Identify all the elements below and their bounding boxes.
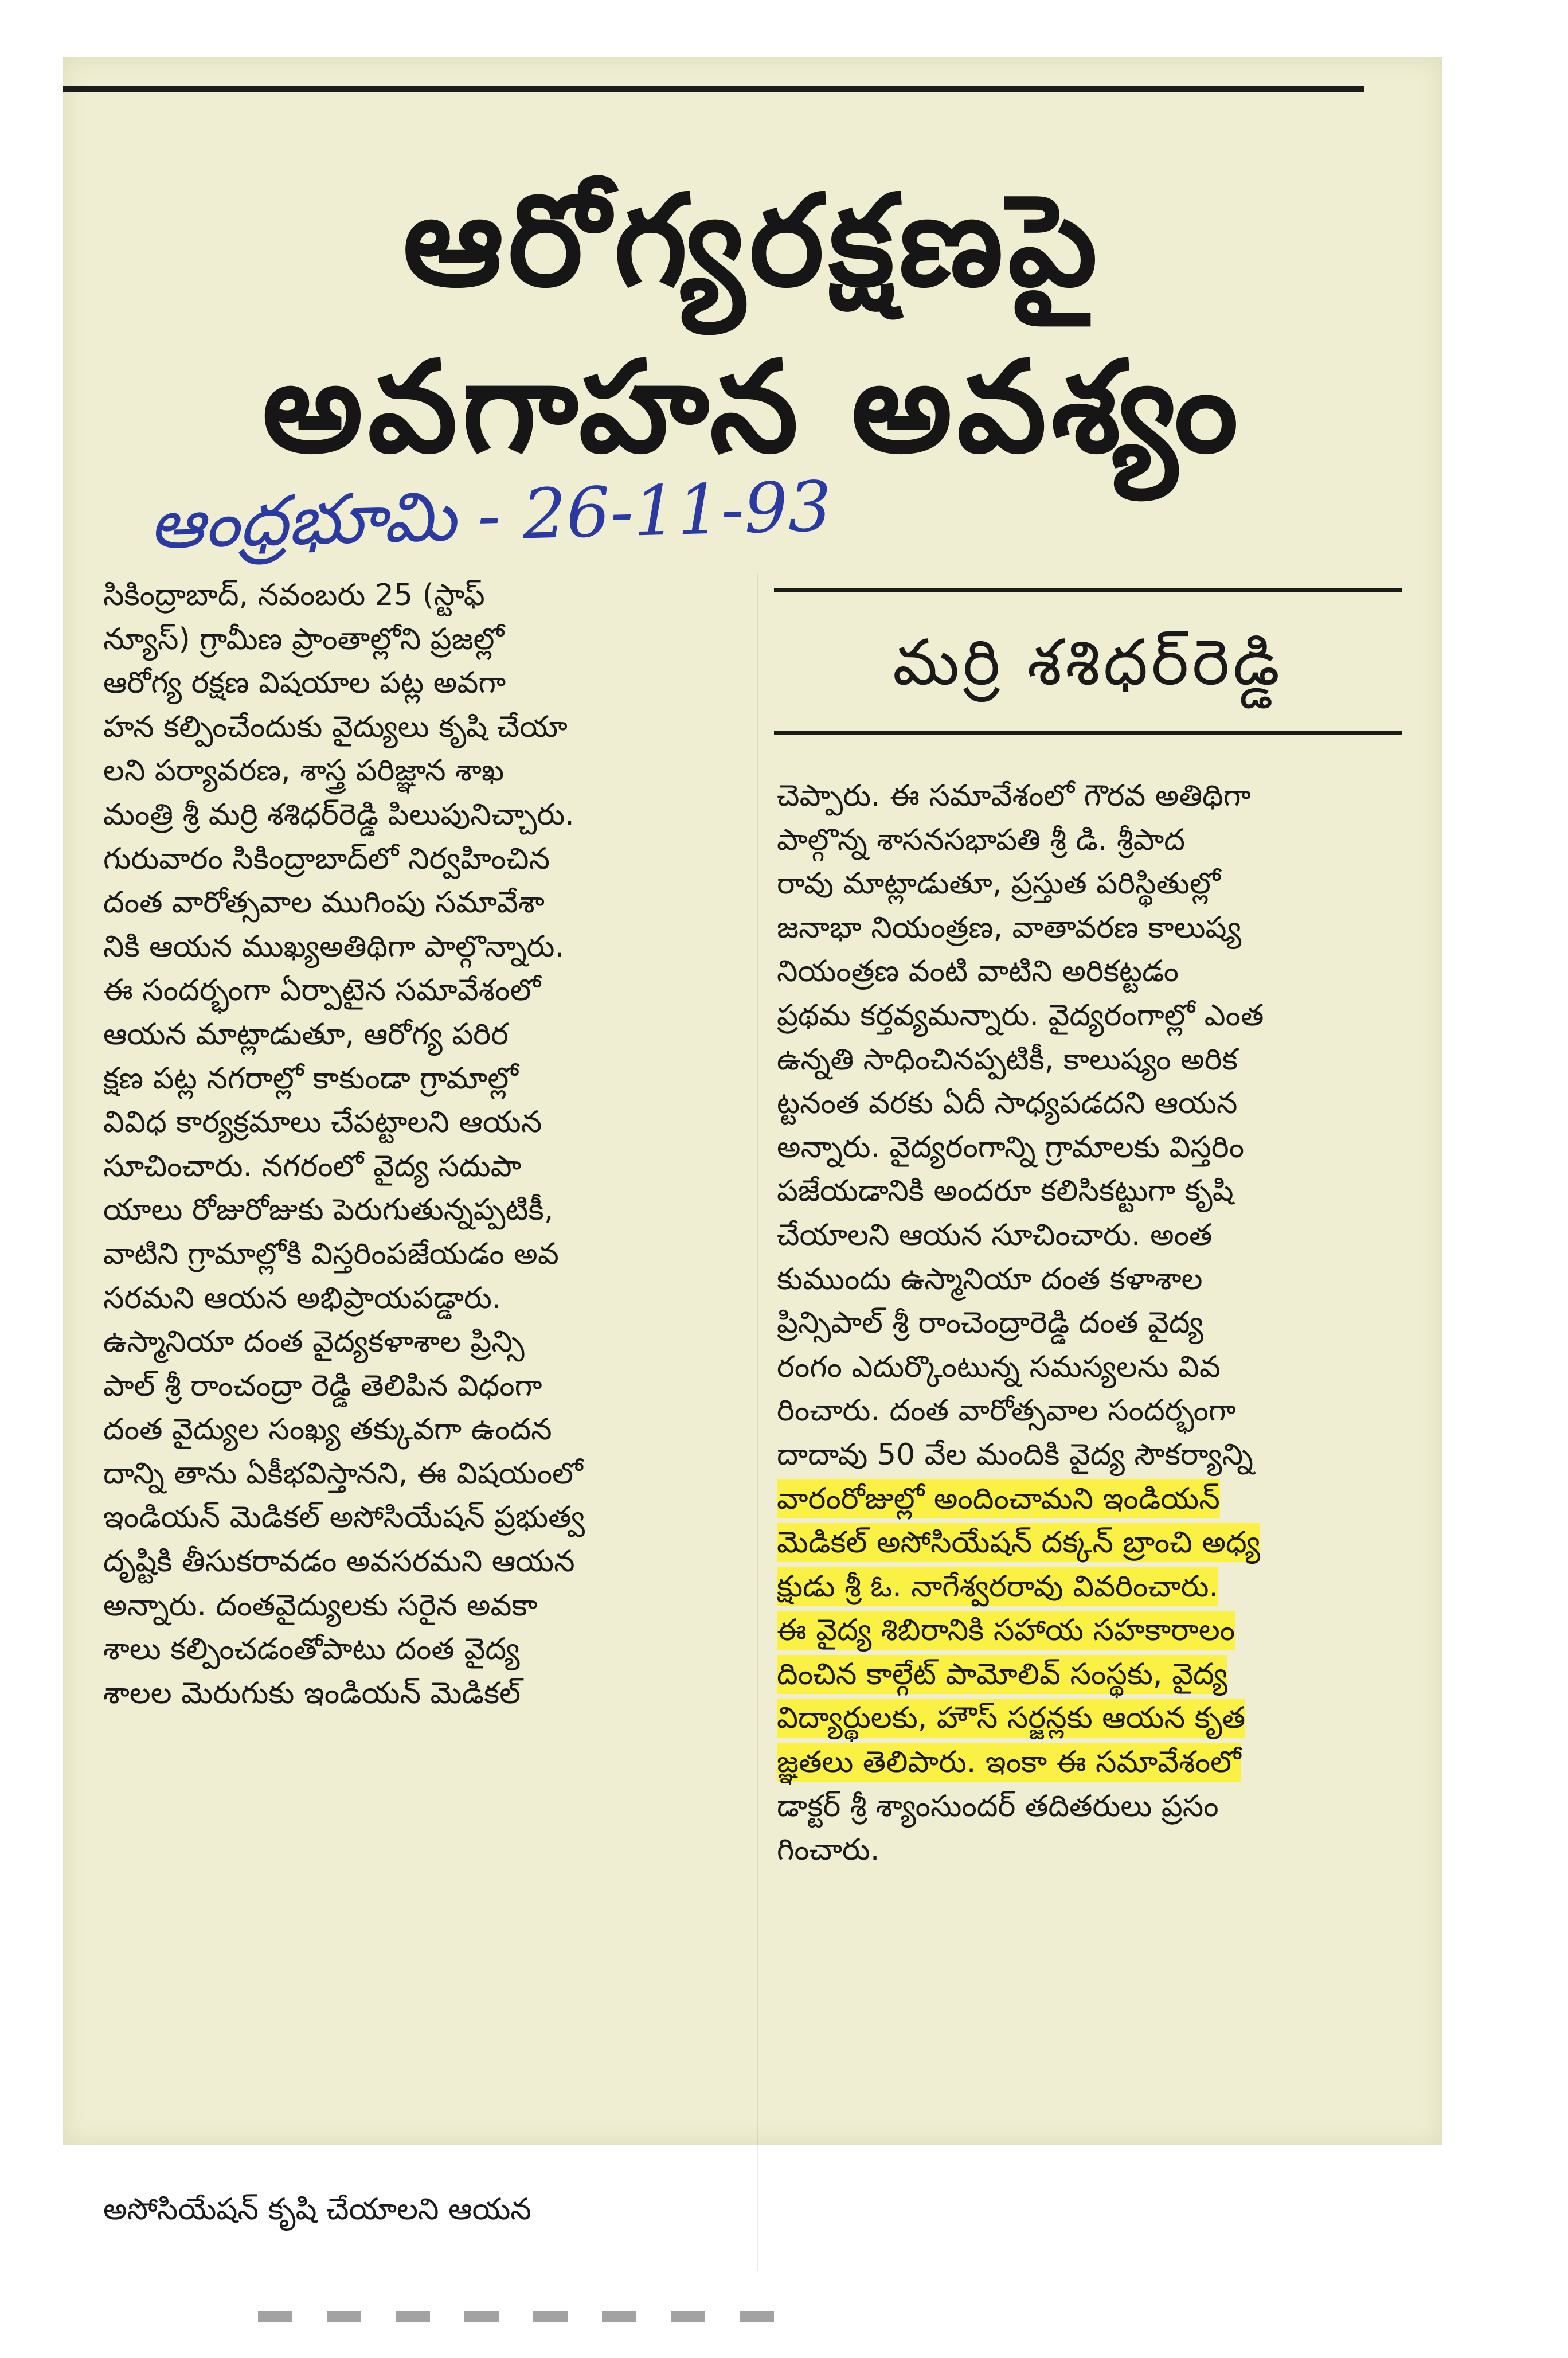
article-line <box>103 1452 780 1496</box>
article-line-text: గించారు. <box>777 1833 880 1868</box>
article-line-text: నియంత్రణ వంటి వాటిని అరికట్టడం <box>777 954 1179 989</box>
article-line <box>777 1696 1419 1740</box>
article-line <box>103 1496 780 1540</box>
article-line-text: పాల్గొన్న శాసనసభాపతి శ్రీ డి. శ్రీపాద <box>777 822 1185 857</box>
article-line <box>103 661 780 705</box>
article-line <box>777 1565 1419 1609</box>
article-left-column-tail <box>103 2188 780 2232</box>
article-line <box>103 1100 780 1145</box>
headline-line-2: అవగాహన అవశ్యం <box>262 334 1243 481</box>
article-line <box>777 1609 1419 1653</box>
article-line <box>103 881 780 925</box>
article-line-text: హన కల్పించేందుకు వైద్యులు కృషి చేయా <box>103 709 568 744</box>
article-line <box>103 1013 780 1057</box>
article-line-text: గురువారం సికింద్రాబాద్‌లో నిర్వహించిన <box>103 841 550 876</box>
article-line-text: అన్నారు. వైద్యరంగాన్ని గ్రామాలకు విస్తరిం <box>777 1130 1245 1165</box>
article-line <box>103 2188 780 2232</box>
article-line-text: న్యూస్) గ్రామీణ ప్రాంతాల్లోని ప్రజల్లో <box>103 622 505 657</box>
article-line-text: వారంరోజుల్లో అందించామని ఇండియన్ <box>777 1479 1220 1518</box>
article-line-text: వాటిని గ్రామాల్లోకి విస్తరింపజేయడం అవ <box>103 1236 559 1271</box>
article-line-text: చేయాలని ఆయన సూచించారు. అంత <box>777 1217 1213 1252</box>
article-line-text: అన్నారు. దంతవైద్యులకు సరైన అవకా <box>103 1588 538 1623</box>
article-line-text: పజేయడానికి అందరూ కలిసికట్టుగా కృషి <box>777 1174 1234 1209</box>
torn-text-remnant <box>258 2311 774 2322</box>
article-right-column <box>777 774 1419 1872</box>
article-line <box>777 1038 1419 1082</box>
article-line-text: మంత్రి శ్రీ మర్రి శశిధర్‌రెడ్డి పిలుపునిచ్చారు. <box>103 797 574 832</box>
article-line-text: రంగం ఎదుర్కొంటున్న సమస్యలను వివ <box>777 1349 1221 1384</box>
article-left-column <box>103 573 780 1715</box>
article-line <box>777 1521 1419 1565</box>
article-line <box>777 862 1419 906</box>
article-line <box>777 1301 1419 1345</box>
article-line-text: క్షుడు శ్రీ ఓ. నాగేశ్వరరావు వివరించారు. <box>777 1567 1218 1606</box>
byline-photo-caption: మర్రి శశిధర్‌రెడ్డి <box>892 626 1284 699</box>
article-line-text: శాలు కల్పించడంతోపాటు దంత వైద్య <box>103 1632 520 1667</box>
article-line <box>777 1828 1419 1872</box>
article-line <box>777 994 1419 1038</box>
article-line <box>103 705 780 749</box>
article-line <box>103 925 780 969</box>
article-line <box>103 1320 780 1364</box>
article-line-text: మెడికల్ అసోసియేషన్ దక్కన్ బ్రాంచి అధ్య <box>777 1523 1260 1562</box>
article-line-text: నికి ఆయన ముఖ్యఅతిథిగా పాల్గొన్నారు. <box>103 929 564 964</box>
article-line <box>777 1213 1419 1258</box>
article-line-text: సరమని ఆయన అభిప్రాయపడ్డారు. <box>103 1280 502 1315</box>
article-line <box>777 1433 1419 1477</box>
article-line-text: ట్టనంత వరకు ఏదీ సాధ్యపడదని ఆయన <box>777 1086 1238 1121</box>
article-line <box>103 573 780 618</box>
article-line-text: లని పర్యావరణ, శాస్త్ర పరిజ్ఞాన శాఖ <box>103 754 505 788</box>
article-line <box>777 1653 1419 1697</box>
article-line <box>103 1145 780 1189</box>
article-line-text: ఆరోగ్య రక్షణ విషయాల పట్ల అవగా <box>103 666 506 701</box>
article-line-text: ప్రిన్సిపాల్ శ్రీ రాంచెంద్రారెడ్డి దంత వైద్య <box>777 1306 1203 1341</box>
article-line <box>777 906 1419 950</box>
article-line-text: రావు మాట్లాడుతూ, ప్రస్తుత పరిస్థితుల్లో <box>777 866 1221 901</box>
article-line <box>777 774 1419 818</box>
article-line <box>103 1627 780 1672</box>
article-line-text: విద్యార్థులకు, హౌస్ సర్జన్లకు ఆయన కృత <box>777 1699 1245 1738</box>
article-line <box>777 1740 1419 1785</box>
article-line-text: అసోసియేషన్ కృషి చేయాలని ఆయన <box>103 2192 531 2227</box>
article-line-text: చెప్పారు. ఈ సమావేశంలో గౌరవ అతిథిగా <box>777 779 1251 813</box>
article-line <box>103 1672 780 1716</box>
article-line-text: దించిన కాల్గేట్ పామోలివ్ సంస్థకు, వైద్య <box>777 1655 1227 1694</box>
article-line <box>103 1057 780 1101</box>
article-line <box>103 1408 780 1452</box>
article-line-text: డాక్టర్ శ్రీ శ్యాంసుందర్ తదితరులు ప్రసం <box>777 1789 1219 1824</box>
article-line-text: పాల్ శ్రీ రాంచంద్రా రెడ్డి తెలిపిన విధంగా <box>103 1368 542 1403</box>
article-line <box>777 1345 1419 1389</box>
article-line-text: సికింద్రాబాద్, నవంబరు 25 (స్టాఫ్ <box>103 578 485 612</box>
article-line-text: జ్ఞతలు తెలిపారు. ఇంకా ఈ సమావేశంలో <box>777 1743 1241 1782</box>
article-line <box>777 818 1419 862</box>
article-line <box>103 1232 780 1276</box>
article-line <box>103 969 780 1013</box>
headline-line-1: ఆరోగ్యరక్షణపై <box>402 167 1102 314</box>
article-line <box>103 837 780 881</box>
article-line-text: సూచించారు. నగరంలో వైద్య సదుపా <box>103 1149 522 1184</box>
article-line-text: దృష్టికి తీసుకరావడం అవసరమని ఆయన <box>103 1544 575 1579</box>
handwritten-source-date: ఆంధ్రభూమి - 26-11-93 <box>148 467 833 565</box>
article-line <box>103 1364 780 1408</box>
article-line-text: ఆయన మాట్లాడుతూ, ఆరోగ్య పరిర <box>103 1017 509 1052</box>
article-line-text: ఈ సందర్భంగా ఏర్పాటైన సమావేశంలో <box>103 973 541 1008</box>
article-line-text: జనాభా నియంత్రణ, వాతావరణ కాలుష్య <box>777 910 1242 945</box>
article-line <box>777 1126 1419 1170</box>
article-line-text: వివిధ కార్యక్రమాలు చేపట్టాలని ఆయన <box>103 1105 542 1140</box>
article-line <box>103 1276 780 1321</box>
article-line <box>103 1584 780 1628</box>
article-line <box>103 749 780 793</box>
article-line <box>777 1169 1419 1213</box>
article-line <box>777 950 1419 994</box>
article-line-text: ప్రథమ కర్తవ్యమన్నారు. వైద్యరంగాల్లో ఎంత <box>777 998 1264 1033</box>
article-line-text: దంత వారోత్సవాల ముగింపు సమావేశా <box>103 885 545 920</box>
article-line <box>103 1188 780 1232</box>
article-line <box>103 618 780 662</box>
article-line-text: కుముందు ఉస్మానియా దంత కళాశాల <box>777 1262 1203 1297</box>
article-line <box>103 793 780 837</box>
article-line-text: దంత వైద్యుల సంఖ్య తక్కువగా ఉందన <box>103 1412 552 1447</box>
article-line-text: ఉన్నతి సాధించినప్పటికీ, కాలుష్యం అరిక <box>777 1042 1238 1077</box>
article-line-text: దాదావు 50 వేల మందికి వైద్య సౌకర్యాన్ని <box>777 1437 1253 1472</box>
article-line <box>103 1540 780 1584</box>
article-line-text: రించారు. దంత వారోత్సవాల సందర్భంగా <box>777 1393 1236 1428</box>
article-line <box>777 1389 1419 1433</box>
article-line <box>777 1082 1419 1126</box>
article-line <box>777 1477 1419 1521</box>
newspaper-clipping <box>63 57 1442 2227</box>
article-line-text: యాలు రోజురోజుకు పెరుగుతున్నప్పటికీ, <box>103 1193 554 1228</box>
article-line <box>777 1785 1419 1829</box>
article-line-text: ఇండియన్ మెడికల్ అసోసియేషన్ ప్రభుత్వ <box>103 1500 585 1535</box>
article-line-text: శాలల మెరుగుకు ఇండియన్ మెడికల్ <box>103 1676 521 1711</box>
article-line <box>777 1258 1419 1302</box>
top-rule <box>63 86 1364 92</box>
article-line-text: దాన్ని తాను ఏకీభవిస్తానని, ఈ విషయంలో <box>103 1456 583 1491</box>
article-line-text: క్షణ పట్ల నగరాల్లో కాకుండా గ్రామాల్లో <box>103 1061 518 1096</box>
byline-rule-bottom <box>774 731 1402 735</box>
byline-rule-top <box>774 588 1402 592</box>
article-line-text: ఉస్మానియా దంత వైద్యకళాశాల ప్రిన్సి <box>103 1325 525 1360</box>
article-line-text: ఈ వైద్య శిబిరానికి సహాయ సహకారాలం <box>777 1611 1235 1650</box>
